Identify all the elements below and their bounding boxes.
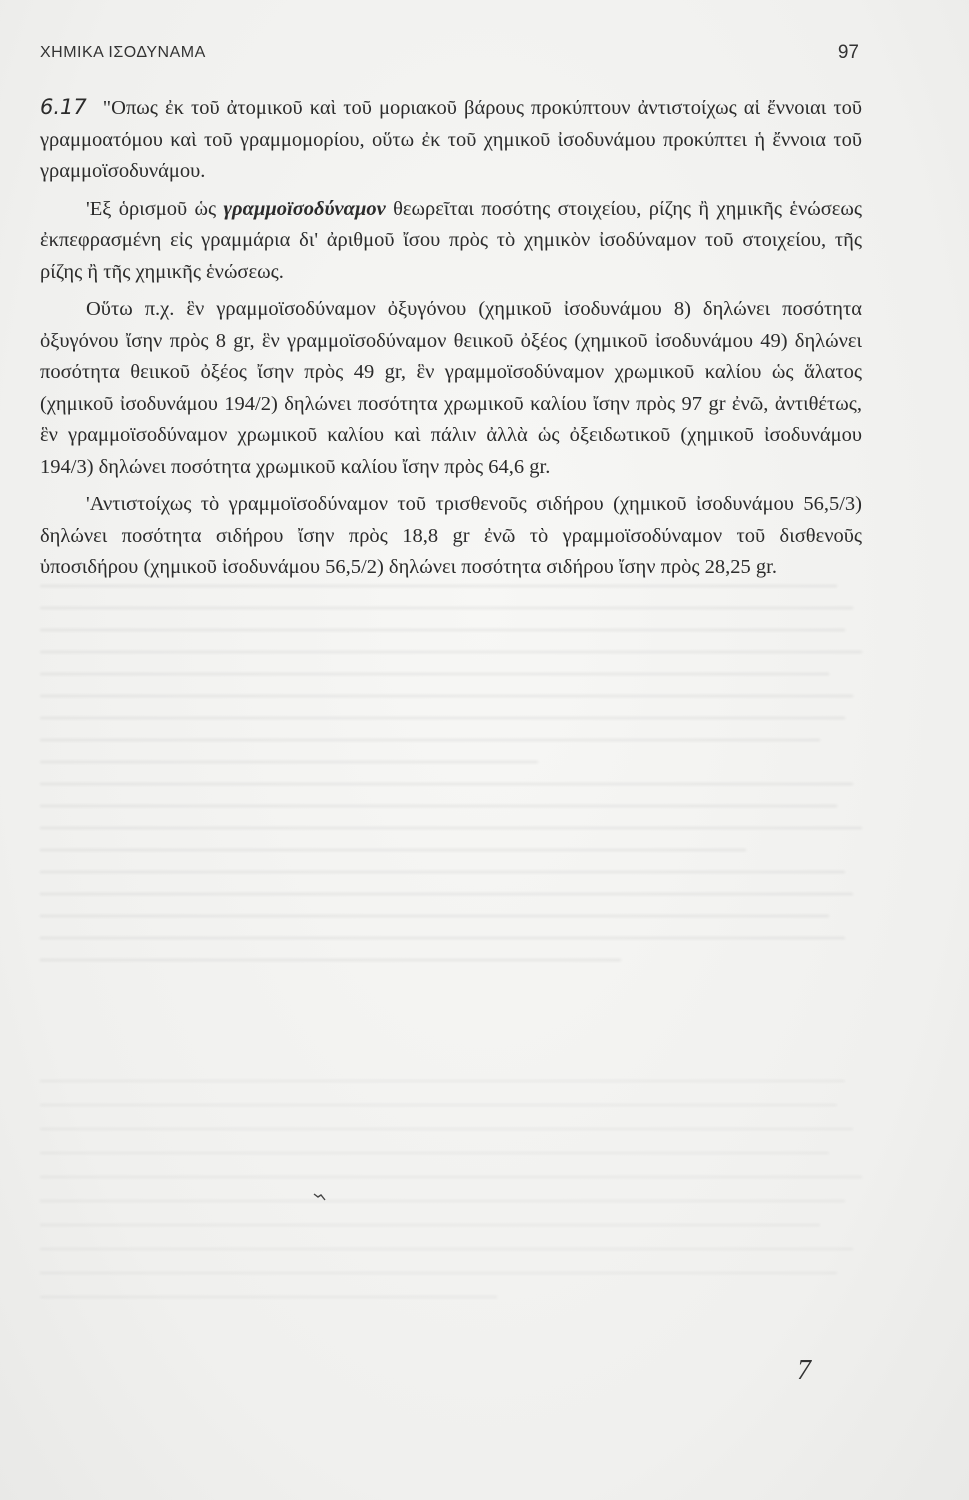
show-through-texture-lower	[40, 1080, 870, 1380]
signature-mark: 7	[797, 1355, 811, 1386]
running-head: ΧΗΜΙΚΑ ΙΣΟΔΥΝΑΜΑ	[40, 44, 206, 61]
paragraph-2-lead: 'Εξ ὁρισμοῦ ὡς	[86, 197, 224, 220]
paragraph-2	[40, 194, 862, 289]
page-number: 97	[837, 42, 859, 63]
paragraph-3: Οὕτω π.χ. ἓν γραμμοϊσοδύναμον ὀξυγόνου (χημικοῦ ἰσοδυνάμου 8) δηλώνει ποσότητα ὀξυγόνου ἴσην πρὸς 8 gr, ἓν γραμμοϊσοδύναμον θειικοῦ ὀξέος (χημικοῦ ἰσοδυνάμου 49) δηλώνει ποσότητα θειικοῦ ὀξέος ἴσην πρὸς 49 gr, ἓν γραμμοϊσοδύναμον χρωμικοῦ καλίου ὡς ἅλατος (χημικοῦ ἰσοδυνάμου 194/2) δηλώνει ποσότητα χρωμικοῦ καλίου ἴσην πρὸς 97 gr ἐνῶ, ἀντιθέτως, ἓν γραμμοϊσοδύναμον χρωμικοῦ καλίου καὶ πάλιν ἀλλὰ ὡς ὀξειδωτικοῦ (χημικοῦ ἰσοδυνάμου 194/3) δηλώνει ποσότητα χρωμικοῦ καλίου ἴσην πρὸς 64,6 gr.	[40, 298, 862, 478]
print-speck	[313, 1192, 327, 1202]
body-text	[40, 92, 862, 590]
section-number: 6.17	[40, 95, 87, 119]
paragraph-1	[40, 92, 862, 188]
paragraph-1-text: "Οπως ἐκ τοῦ ἀτομικοῦ καὶ τοῦ μοριακοῦ βάρους προκύπτουν ἀντιστοίχως αἱ ἔννοιαι τοῦ γραμμοατόμου καὶ τοῦ γραμμομορίου, οὕτω ἐκ τοῦ χημικοῦ ἰσοδυνάμου προκύπτει ἡ ἔννοια τοῦ γραμμοϊσοδυνάμου.	[40, 97, 862, 182]
paragraph-2-rest: θεωρεῖται ποσότης στοιχείου, ρίζης ἢ χημικῆς ἑνώσεως ἐκπεφρασμένη εἰς γραμμάρια δι' ἀριθμοῦ ἴσου πρὸς τὸ χημικὸν ἰσοδύναμον τοῦ στοιχείου, τῆς ρίζης ἢ τῆς χημικῆς ἑνώσεως.	[40, 197, 862, 283]
paragraph-4: 'Αντιστοίχως τὸ γραμμοϊσοδύναμον τοῦ τρισθενοῦς σιδήρου (χημικοῦ ἰσοδυνάμου 56,5/3) δηλώνει ποσότητα σιδήρου ἴσην πρὸς 18,8 gr ἐνῶ τὸ γραμμοϊσοδύναμον τοῦ δισθενοῦς ὑποσιδήρου (χημικοῦ ἰσοδυνάμου 56,5/2) δηλώνει ποσότητα σιδήρου ἴσην πρὸς 28,25 gr.	[40, 493, 862, 578]
defined-term: γραμμοϊσοδύναμον	[223, 197, 386, 220]
show-through-texture	[40, 585, 870, 1085]
